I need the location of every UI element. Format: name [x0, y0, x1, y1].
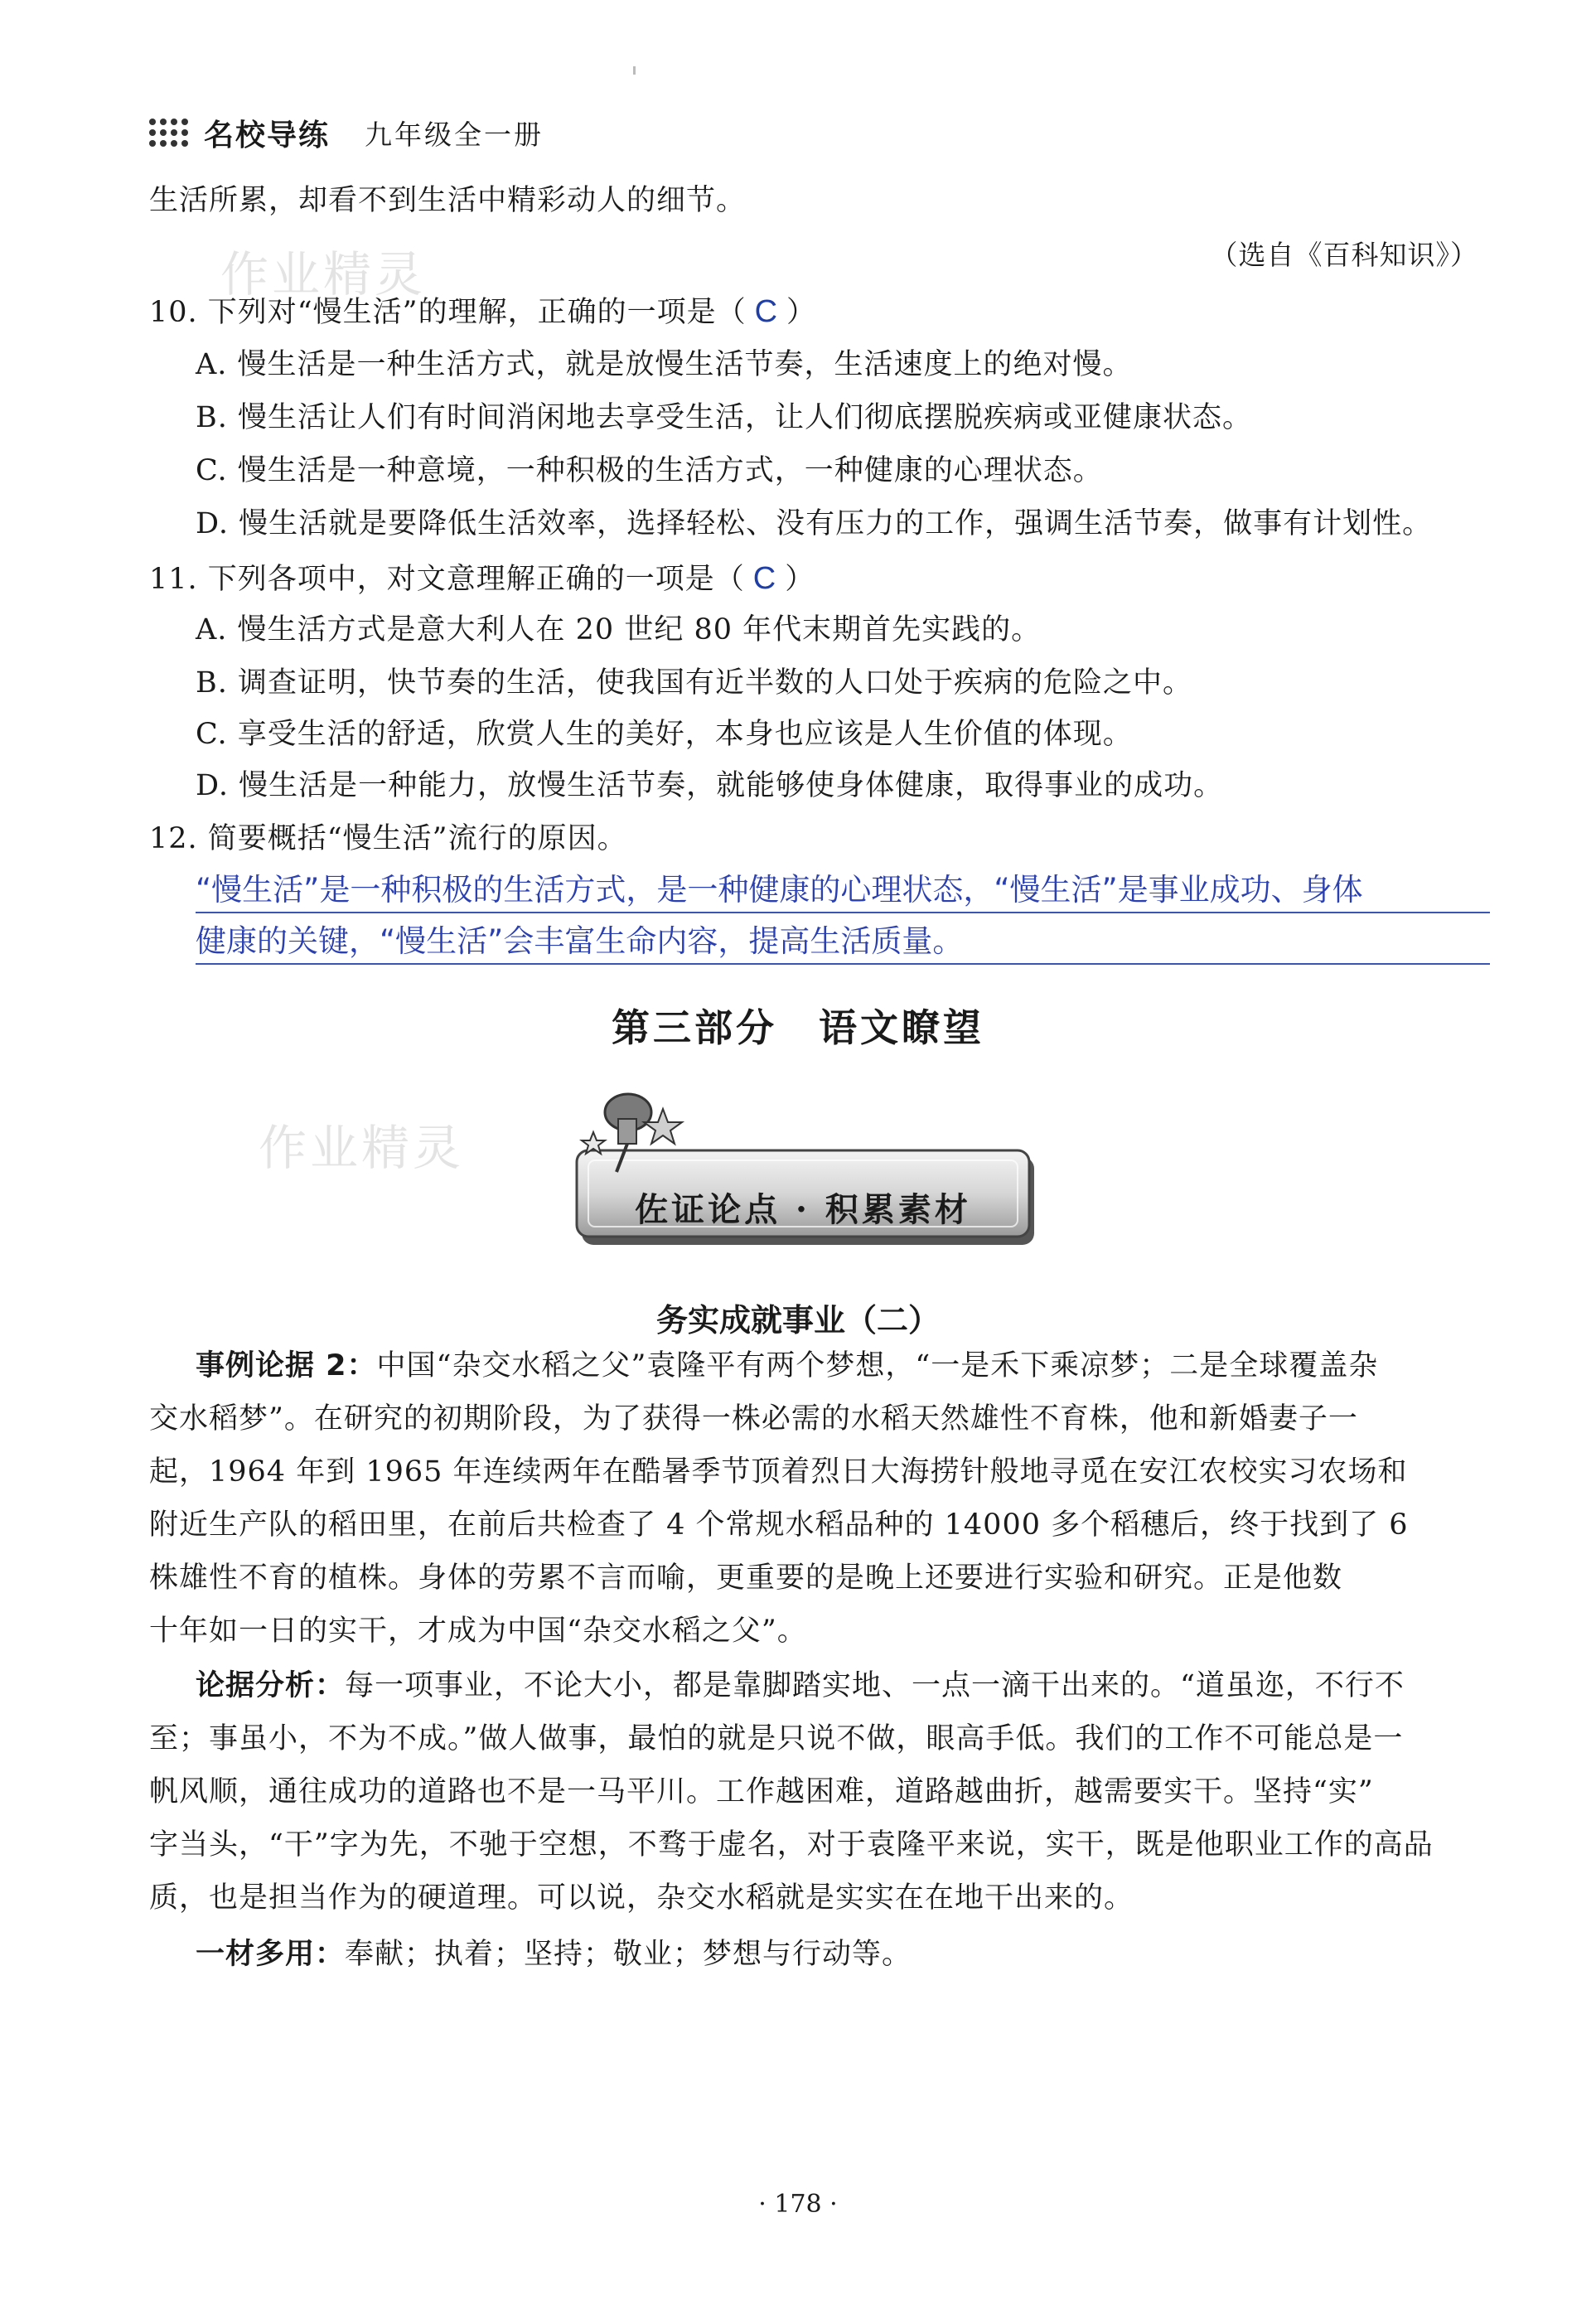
analysis-label: 论据分析：	[196, 1669, 346, 1702]
question-12: 12. 简要概括“慢生活”流行的原因。	[149, 822, 627, 855]
question-11: 11. 下列各项中，对文意理解正确的一项是（ C ）	[149, 561, 815, 596]
source-citation: （选自《百科知识》）	[1210, 239, 1478, 271]
answer-underline	[196, 912, 1490, 913]
scan-mark	[633, 66, 636, 75]
option-d: D. 慢生活是一种能力，放慢生活节奏，就能够使身体健康，取得事业的成功。	[196, 769, 1224, 802]
option-d: D. 慢生活就是要降低生活效率，选择轻松、没有压力的工作，强调生活节奏，做事有计划性。	[196, 507, 1433, 540]
usage-line: 一材多用：奉献；执着；坚持；敬业；梦想与行动等。	[196, 1938, 912, 1971]
dot-grid-icon	[149, 119, 189, 148]
passage-tail: 生活所累，却看不到生活中精彩动人的细节。	[149, 184, 747, 217]
option-b: B. 调查证明，快节奏的生活，使我国有近半数的人口处于疾病的危险之中。	[196, 666, 1192, 700]
example-line: 交水稻梦”。在研究的初期阶段，为了获得一株必需的水稻天然雄性不育株，他和新婚妻子一	[149, 1402, 1358, 1436]
article-title: 务实成就事业（二）	[655, 1302, 940, 1339]
example-line: 株雄性不育的植株。身体的劳累不言而喻，更重要的是晚上还要进行实验和研究。正是他数	[149, 1561, 1343, 1595]
question-stem: 11. 下列各项中，对文意理解正确的一项是（	[149, 563, 745, 596]
handwritten-answer-line: “慢生活”是一种积极的生活方式，是一种健康的心理状态，“慢生活”是事业成功、身体	[196, 872, 1363, 908]
example-line: 附近生产队的稻田里，在前后共检查了 4 个常规水稻品种的 14000 多个稻穗后，终于找到了 6	[149, 1508, 1409, 1542]
question-stem: 10. 下列对“慢生活”的理解，正确的一项是（	[149, 296, 747, 329]
answer-underline	[196, 963, 1490, 965]
analysis-line: 帆风顺，通往成功的道路也不是一马平川。工作越困难，道路越曲折，越需要实干。坚持“实”	[149, 1775, 1374, 1808]
handwritten-answer-line: 健康的关键，“慢生活”会丰富生命内容，提高生活质量。	[196, 923, 964, 959]
option-c: C. 享受生活的舒适，欣赏人生的美好，本身也应该是人生价值的体现。	[196, 718, 1133, 751]
usage-label: 一材多用：	[196, 1938, 346, 1971]
grade-label: 九年级全一册	[365, 118, 544, 151]
banner-label: 佐证论点 · 积累素材	[635, 1190, 971, 1229]
question-10: 10. 下列对“慢生活”的理解，正确的一项是（ C ）	[149, 294, 817, 329]
option-c: C. 慢生活是一种意境，一种积极的生活方式，一种健康的心理状态。	[196, 454, 1103, 487]
watermark: 作业精灵	[259, 1120, 465, 1176]
option-a: A. 慢生活是一种生活方式，就是放慢生活节奏，生活速度上的绝对慢。	[196, 348, 1133, 381]
example-label: 事例论据 2：	[196, 1349, 377, 1382]
analysis-line: 质，也是担当作为的硬道理。可以说，杂交水稻就是实实在在地干出来的。	[149, 1881, 1134, 1915]
section-title: 第三部分 语文瞭望	[612, 1005, 984, 1050]
page-header	[149, 111, 544, 154]
analysis-line: 论据分析：每一项事业，不论大小，都是靠脚踏实地、一点一滴干出来的。“道虽迩，不行不	[196, 1669, 1405, 1702]
example-line: 十年如一日的实干，才成为中国“杂交水稻之父”。	[149, 1615, 807, 1648]
watermark: 作业精灵	[220, 246, 427, 303]
example-line: 起，1964 年到 1965 年连续两年在酷暑季节顶着烈日大海捞针般地寻觅在安江农校实习农场和	[149, 1455, 1408, 1489]
example-line: 事例论据 2：中国“杂交水稻之父”袁隆平有两个梦想，“一是禾下乘凉梦；二是全球覆盖杂	[196, 1349, 1379, 1382]
handwritten-answer: C	[752, 561, 777, 596]
option-b: B. 慢生活让人们有时间消闲地去享受生活，让人们彻底摆脱疾病或亚健康状态。	[196, 401, 1252, 434]
page-number: · 178 ·	[758, 2190, 838, 2219]
analysis-line: 至；事虽小，不为不成。”做人做事，最怕的就是只说不做，眼高手低。我们的工作不可能总是一	[149, 1722, 1404, 1755]
option-a: A. 慢生活方式是意大利人在 20 世纪 80 年代末期首先实践的。	[196, 613, 1042, 646]
banner	[563, 1086, 1061, 1252]
brand-title: 名校导练	[204, 118, 331, 153]
analysis-line: 字当头，“干”字为先，不驰于空想，不骛于虚名，对于袁隆平来说，实干，既是他职业工作的高品	[149, 1828, 1434, 1862]
handwritten-answer: C	[754, 294, 779, 329]
